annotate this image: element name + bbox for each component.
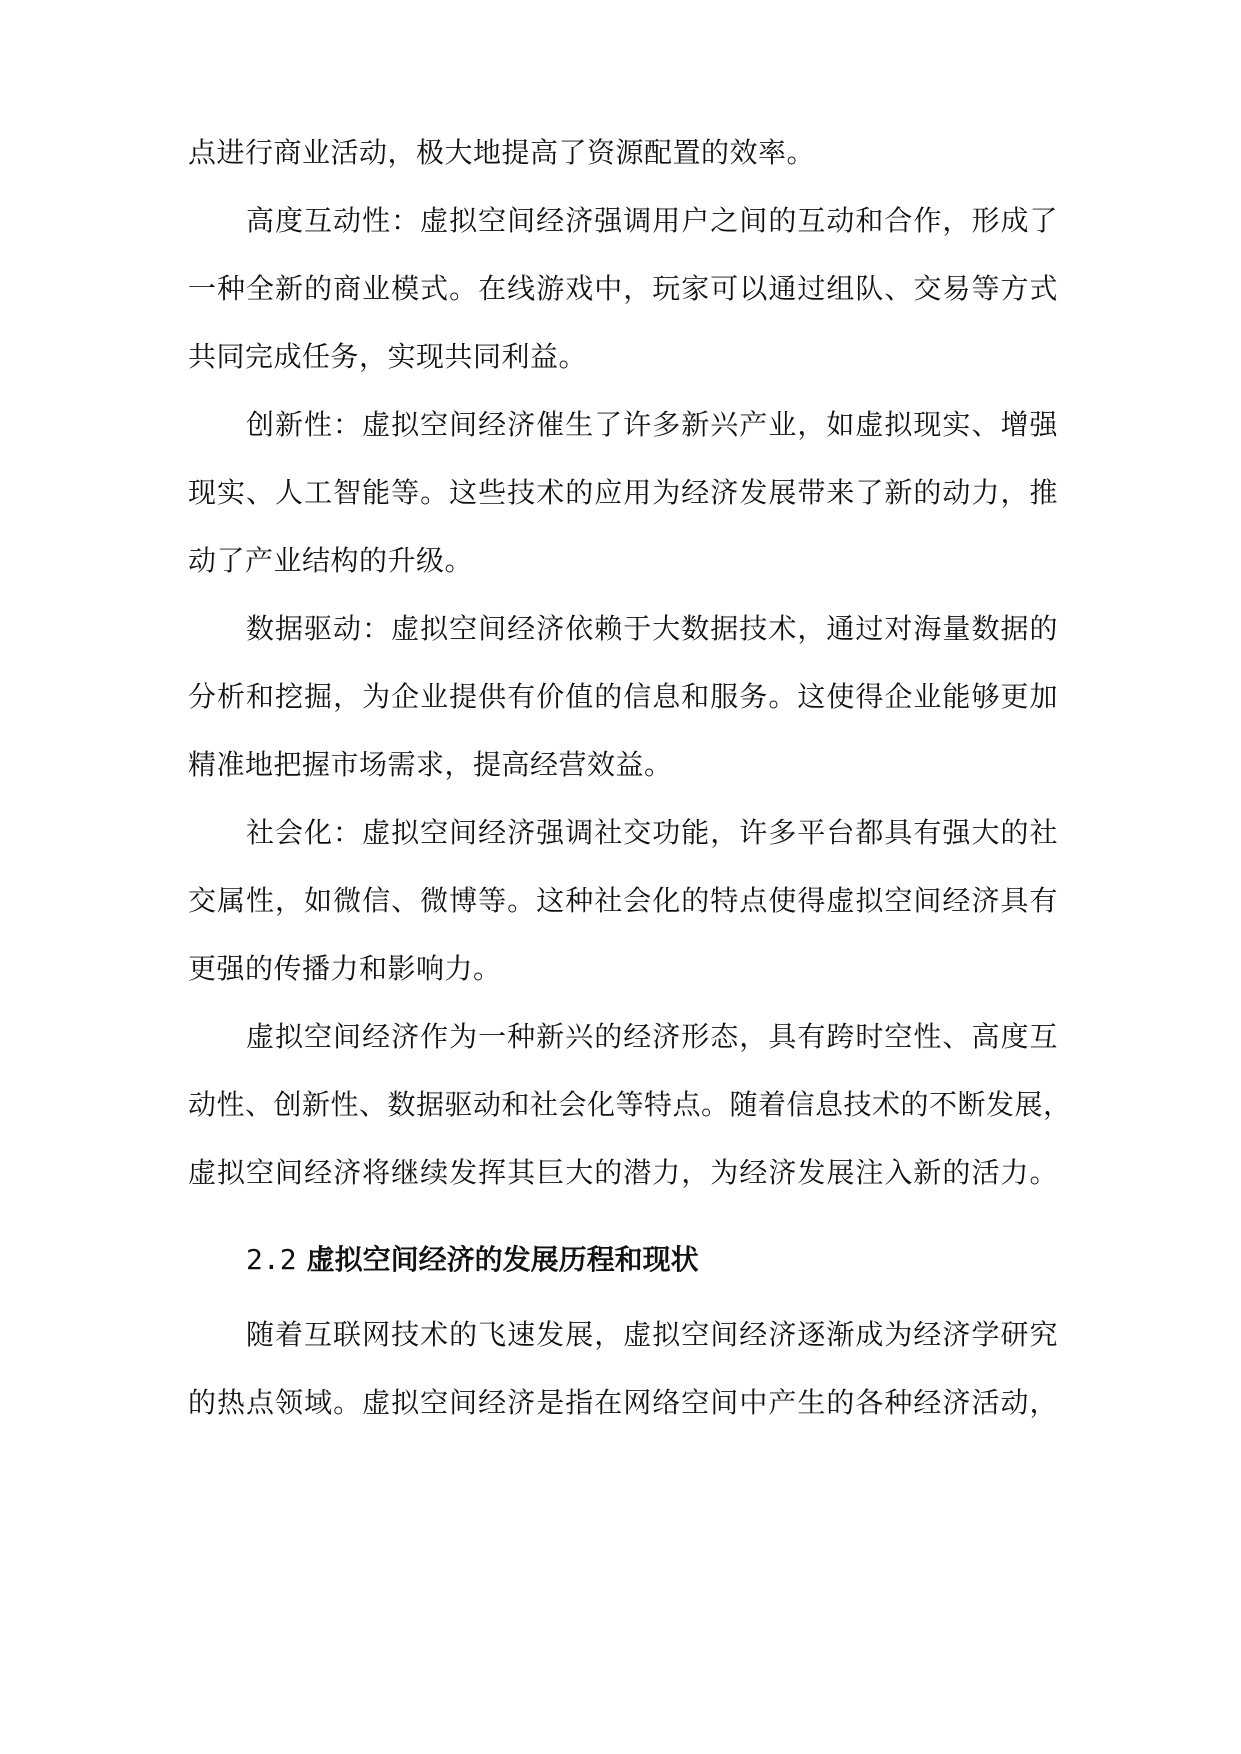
section-number: 2.2 — [246, 1243, 297, 1276]
paragraph-line: 动了产业结构的升级。 — [188, 544, 474, 577]
paragraph-line: 现实、人工智能等。这些技术的应用为经济发展带来了新的动力，推 — [188, 476, 1058, 509]
paragraph-line: 创新性：虚拟空间经济催生了许多新兴产业，如虚拟现实、增强 — [246, 408, 1058, 441]
paragraph-line: 社会化：虚拟空间经济强调社交功能，许多平台都具有强大的社 — [246, 816, 1058, 849]
paragraph-line: 更强的传播力和影响力。 — [188, 952, 502, 985]
paragraph-line: 精准地把握市场需求，提高经营效益。 — [188, 748, 673, 781]
paragraph-line: 虚拟空间经济将继续发挥其巨大的潜力，为经济发展注入新的活力。 — [188, 1156, 1058, 1189]
section-title: 虚拟空间经济的发展历程和现状 — [306, 1243, 699, 1276]
paragraph-line: 点进行商业活动，极大地提高了资源配置的效率。 — [188, 136, 816, 169]
section-heading — [246, 1240, 699, 1280]
paragraph-line: 随着互联网技术的飞速发展，虚拟空间经济逐渐成为经济学研究 — [246, 1318, 1058, 1351]
paragraph-line: 共同完成任务，实现共同利益。 — [188, 340, 588, 373]
paragraph-line: 数据驱动：虚拟空间经济依赖于大数据技术，通过对海量数据的 — [246, 612, 1058, 645]
paragraph-line: 交属性，如微信、微博等。这种社会化的特点使得虚拟空间经济具有 — [188, 884, 1058, 917]
paragraph-line: 虚拟空间经济作为一种新兴的经济形态，具有跨时空性、高度互 — [246, 1020, 1058, 1053]
paragraph-line: 一种全新的商业模式。在线游戏中，玩家可以通过组队、交易等方式 — [188, 272, 1058, 305]
paragraph-line: 高度互动性：虚拟空间经济强调用户之间的互动和合作，形成了 — [246, 204, 1058, 237]
paragraph-line: 的热点领域。虚拟空间经济是指在网络空间中产生的各种经济活动， — [188, 1386, 1058, 1419]
paragraph-line: 分析和挖掘，为企业提供有价值的信息和服务。这使得企业能够更加 — [188, 680, 1058, 713]
paragraph-line: 动性、创新性、数据驱动和社会化等特点。随着信息技术的不断发展， — [188, 1088, 1072, 1121]
